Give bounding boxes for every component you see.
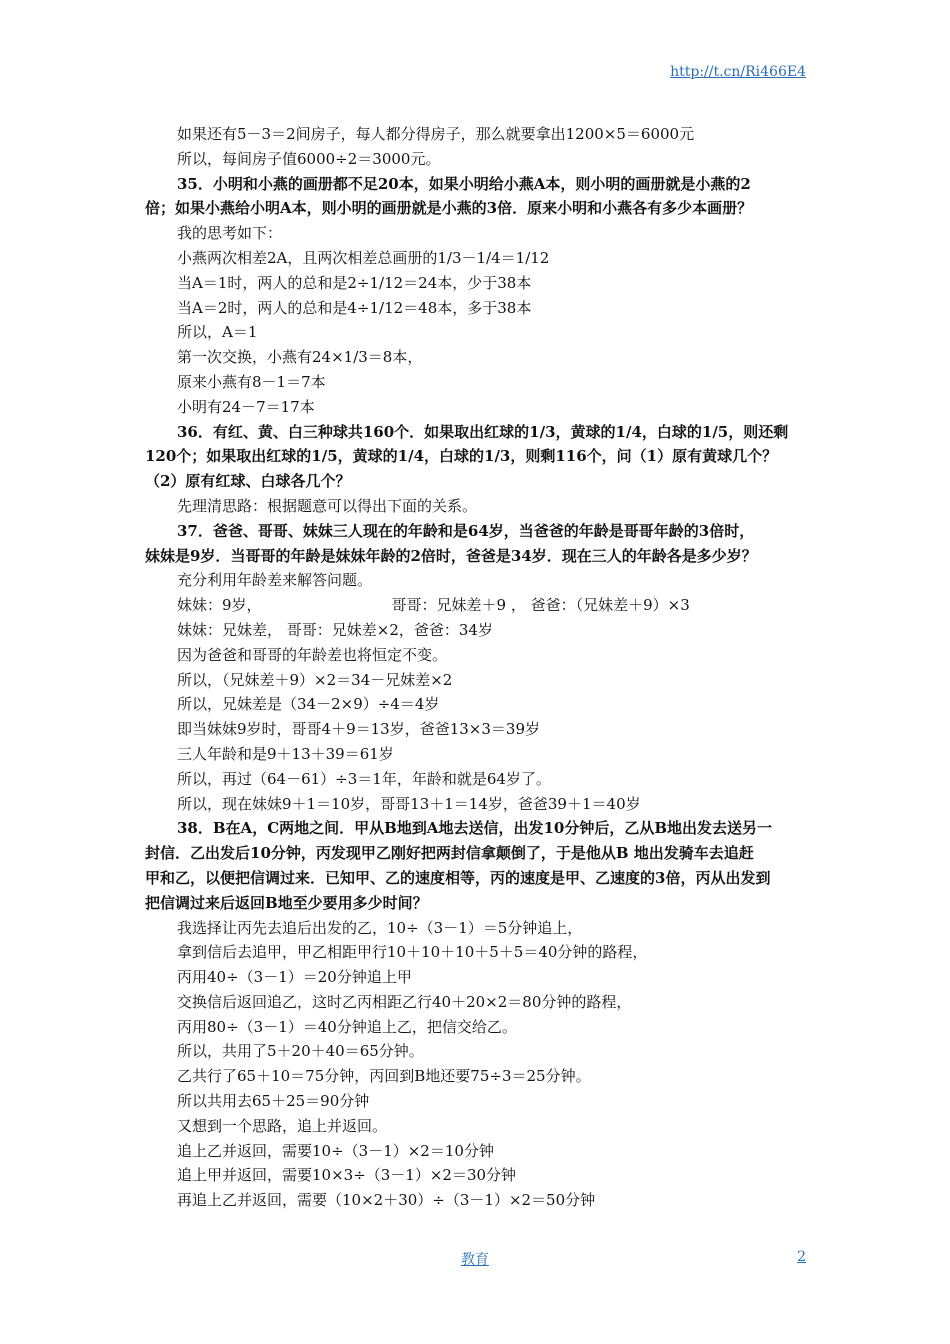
question-line: 把信调过来后返回B地至少要用多少时间？ — [145, 893, 428, 912]
question-line: 35．小明和小燕的画册都不足20本，如果小明给小燕A本，则小明的画册就是小燕的2 — [177, 174, 751, 193]
text-line: 丙用40÷（3－1）＝20分钟追上甲 — [177, 968, 412, 987]
text-line: 所以，A＝1 — [177, 323, 258, 342]
text-line: 妹妹：兄妹差， 哥哥：兄妹差×2，爸爸：34岁 — [177, 620, 493, 639]
question-35 — [145, 172, 810, 222]
question-37 — [145, 519, 810, 569]
text-line: 所以，共用了5＋20＋40＝65分钟。 — [177, 1042, 424, 1061]
text-line: 即当妹妹9岁时，哥哥4＋9＝13岁，爸爸13×3＝39岁 — [177, 720, 541, 739]
text-line: 乙共行了65＋10＝75分钟，丙回到B地还要75÷3＝25分钟。 — [177, 1067, 591, 1086]
text-segment: 妹妹：9岁， — [177, 596, 262, 615]
text-line: 拿到信后去追甲，甲乙相距甲行10＋10＋10＋5＋5＝40分钟的路程， — [177, 943, 648, 962]
text-line: 小明有24－7＝17本 — [177, 397, 315, 416]
text-line: 先理清思路：根据题意可以得出下面的关系。 — [177, 496, 478, 515]
text-line: 所以，每间房子值6000÷2＝3000元。 — [177, 149, 441, 168]
text-line: 所以，兄妹差是（34－2×9）÷4＝4岁 — [177, 695, 440, 714]
text-line: 我的思考如下： — [177, 224, 283, 243]
question-line: 妹妹是9岁．当哥哥的年龄是妹妹年龄的2倍时，爸爸是34岁．现在三人的年龄各是多少岁？ — [145, 546, 757, 565]
text-line: 再追上乙并返回，需要（10×2＋30）÷（3－1）×2＝50分钟 — [177, 1191, 596, 1210]
text-line: 我选择让丙先去追后出发的乙，10÷（3－1）＝5分钟追上， — [177, 918, 583, 937]
text-line: 小燕两次相差2A，且两次相差总画册的1/3－1/4＝1/12 — [177, 248, 550, 267]
question-36 — [145, 420, 810, 494]
text-line: 交换信后返回追乙，这时乙丙相距乙行40＋20×2＝80分钟的路程， — [177, 992, 632, 1011]
question-38 — [145, 816, 810, 915]
text-line: 原来小燕有8－1＝7本 — [177, 372, 326, 391]
text-line: 又想到一个思路，追上并返回。 — [177, 1116, 388, 1135]
text-line: 所以共用去65＋25＝90分钟 — [177, 1092, 370, 1111]
text-line: 所以，现在妹妹9＋1＝10岁，哥哥13＋1＝14岁，爸爸39＋1＝40岁 — [177, 794, 641, 813]
question-line: 甲和乙，以便把信调过来．已知甲、乙的速度相等，丙的速度是甲、乙速度的3倍，丙从出发到 — [145, 868, 771, 887]
footer-link[interactable]: 教育 — [461, 1252, 489, 1268]
text-line: 三人年龄和是9＋13＋39＝61岁 — [177, 744, 394, 763]
question-line: 倍；如果小燕给小明A本，则小明的画册就是小燕的3倍．原来小明和小燕各有多少本画册？ — [145, 199, 753, 218]
question-line: 38．B在A，C两地之间．甲从B地到A地去送信，出发10分钟后，乙从B地出发去送另一 — [177, 819, 773, 838]
text-line: 因为爸爸和哥哥的年龄差也将恒定不变。 — [177, 645, 448, 664]
question-line: 120个；如果取出红球的1/5，黄球的1/4，白球的1/3，则剩116个，问（1）原有黄球几个？ — [145, 447, 778, 466]
page-number[interactable]: 2 — [797, 1249, 806, 1265]
text-line: 当A＝1时，两人的总和是2÷1/12＝24本，少于38本 — [177, 273, 532, 292]
question-line: 封信．乙出发后10分钟，丙发现甲乙刚好把两封信拿颠倒了，于是他从B 地出发骑车去追赶 — [145, 844, 754, 863]
header-link[interactable]: http://t.cn/Ri466E4 — [670, 64, 806, 80]
text-line: 所以，（兄妹差＋9）×2＝34－兄妹差×2 — [177, 670, 453, 689]
question-line: 36．有红、黄、白三种球共160个．如果取出红球的1/3，黄球的1/4，白球的1/5，则还剩 — [177, 422, 789, 441]
text-line: 第一次交换，小燕有24×1/3＝8本， — [177, 348, 423, 367]
text-line — [145, 593, 810, 618]
text-line: 追上乙并返回，需要10÷（3－1）×2＝10分钟 — [177, 1141, 494, 1160]
question-line: 37．爸爸、哥哥、妹妹三人现在的年龄和是64岁，当爸爸的年龄是哥哥年龄的3倍时， — [177, 521, 755, 540]
document-body — [145, 122, 810, 1213]
text-line: 当A＝2时，两人的总和是4÷1/12＝48本，多于38本 — [177, 298, 532, 317]
text-line: 丙用80÷（3－1）＝40分钟追上乙，把信交给乙。 — [177, 1017, 517, 1036]
text-segment: 哥哥：兄妹差＋9 ， 爸爸：（兄妹差＋9）×3 — [391, 596, 690, 615]
text-line: 所以，再过（64－61）÷3＝1年，年龄和就是64岁了。 — [177, 769, 551, 788]
text-line: 追上甲并返回，需要10×3÷（3－1）×2＝30分钟 — [177, 1166, 517, 1185]
text-line: 充分利用年龄差来解答问题。 — [177, 571, 373, 590]
question-line: （2）原有红球、白球各几个？ — [145, 472, 351, 491]
text-line: 如果还有5－3＝2间房子，每人都分得房子，那么就要拿出1200×5＝6000元 — [177, 125, 695, 143]
